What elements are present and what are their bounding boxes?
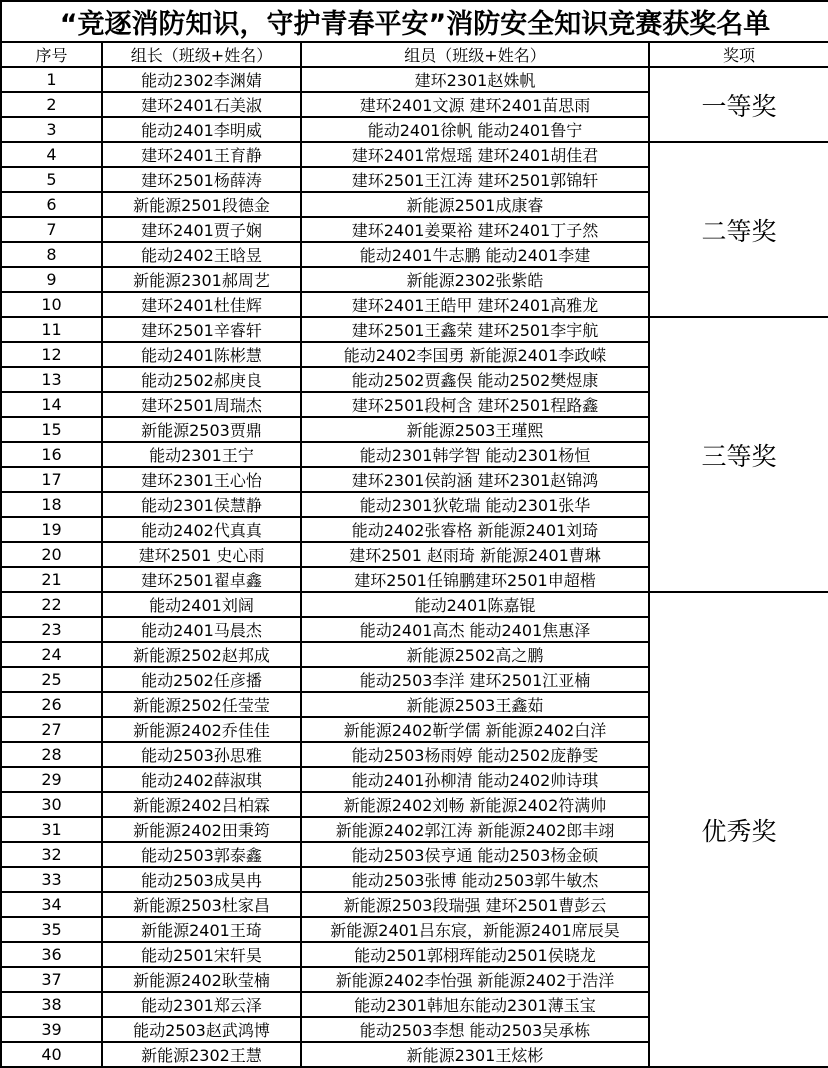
members-cell: 能动2401徐帆 能动2401鲁宁 — [301, 117, 649, 142]
members-cell: 能动2503李想 能动2503吴承栋 — [301, 1017, 649, 1042]
row-number-cell: 32 — [1, 842, 102, 867]
leader-cell: 能动2503成昊冉 — [102, 867, 301, 892]
row-number-cell: 38 — [1, 992, 102, 1017]
column-header-award: 奖项 — [649, 42, 828, 67]
row-number-cell: 31 — [1, 817, 102, 842]
leader-cell: 建环2501辛睿轩 — [102, 317, 301, 342]
table-row — [1, 67, 828, 92]
leader-cell: 建环2401石美淑 — [102, 92, 301, 117]
row-number-cell: 6 — [1, 192, 102, 217]
row-number-cell: 35 — [1, 917, 102, 942]
members-cell: 能动2402张睿格 新能源2401刘琦 — [301, 517, 649, 542]
leader-cell: 能动2401刘阔 — [102, 592, 301, 617]
members-cell: 能动2401陈嘉锟 — [301, 592, 649, 617]
header-row — [1, 42, 828, 67]
members-cell: 建环2301赵姝帆 — [301, 67, 649, 92]
row-number-cell: 24 — [1, 642, 102, 667]
members-cell: 新能源2401吕东宸，新能源2401席辰昊 — [301, 917, 649, 942]
leader-cell: 能动2401马晨杰 — [102, 617, 301, 642]
members-cell: 建环2501段柯含 建环2501程路鑫 — [301, 392, 649, 417]
members-cell: 新能源2301王炫彬 — [301, 1042, 649, 1067]
row-number-cell: 26 — [1, 692, 102, 717]
members-cell: 新能源2402郭江涛 新能源2402郎丰翊 — [301, 817, 649, 842]
row-number-cell: 22 — [1, 592, 102, 617]
row-number-cell: 30 — [1, 792, 102, 817]
leader-cell: 建环2301王心怡 — [102, 467, 301, 492]
members-cell: 建环2501任锦鹏建环2501申超楷 — [301, 567, 649, 592]
leader-cell: 建环2501翟卓鑫 — [102, 567, 301, 592]
members-cell: 能动2501郭栩珲能动2501侯晓龙 — [301, 942, 649, 967]
row-number-cell: 37 — [1, 967, 102, 992]
leader-cell: 新能源2401王琦 — [102, 917, 301, 942]
leader-cell: 新能源2402耿莹楠 — [102, 967, 301, 992]
row-number-cell: 40 — [1, 1042, 102, 1067]
members-cell: 能动2401牛志鹏 能动2401李建 — [301, 242, 649, 267]
members-cell: 建环2401姜粟裕 建环2401丁子然 — [301, 217, 649, 242]
members-cell: 新能源2503王鑫茹 — [301, 692, 649, 717]
table-row — [1, 142, 828, 167]
members-cell: 建环2501王鑫荣 建环2501李宇航 — [301, 317, 649, 342]
row-number-cell: 19 — [1, 517, 102, 542]
leader-cell: 能动2402薛淑琪 — [102, 767, 301, 792]
award-cell: 三等奖 — [649, 317, 828, 592]
members-cell: 建环2301侯韵涵 建环2301赵锦鸿 — [301, 467, 649, 492]
row-number-cell: 9 — [1, 267, 102, 292]
members-cell: 建环2401文源 建环2401苗思雨 — [301, 92, 649, 117]
leader-cell: 建环2501周瑞杰 — [102, 392, 301, 417]
members-cell: 能动2503侯亨通 能动2503杨金硕 — [301, 842, 649, 867]
leader-cell: 新能源2402田秉筠 — [102, 817, 301, 842]
members-cell: 新能源2402李怡强 新能源2402于浩洋 — [301, 967, 649, 992]
leader-cell: 能动2401陈彬慧 — [102, 342, 301, 367]
members-cell: 能动2503杨雨婷 能动2502庞静雯 — [301, 742, 649, 767]
leader-cell: 能动2502任彦播 — [102, 667, 301, 692]
column-header-no: 序号 — [1, 42, 102, 67]
row-number-cell: 4 — [1, 142, 102, 167]
row-number-cell: 15 — [1, 417, 102, 442]
leader-cell: 能动2402王晗昱 — [102, 242, 301, 267]
row-number-cell: 20 — [1, 542, 102, 567]
row-number-cell: 28 — [1, 742, 102, 767]
row-number-cell: 27 — [1, 717, 102, 742]
row-number-cell: 33 — [1, 867, 102, 892]
table-row — [1, 592, 828, 617]
leader-cell: 能动2501宋轩昊 — [102, 942, 301, 967]
members-cell: 新能源2501成康睿 — [301, 192, 649, 217]
row-number-cell: 18 — [1, 492, 102, 517]
row-number-cell: 36 — [1, 942, 102, 967]
row-number-cell: 3 — [1, 117, 102, 142]
row-number-cell: 16 — [1, 442, 102, 467]
row-number-cell: 29 — [1, 767, 102, 792]
leader-cell: 建环2501 史心雨 — [102, 542, 301, 567]
leader-cell: 能动2301郑云泽 — [102, 992, 301, 1017]
members-cell: 能动2503张博 能动2503郭牛敏杰 — [301, 867, 649, 892]
members-cell: 建环2401常煜瑶 建环2401胡佳君 — [301, 142, 649, 167]
members-cell: 能动2301狄乾瑞 能动2301张华 — [301, 492, 649, 517]
award-cell: 二等奖 — [649, 142, 828, 317]
leader-cell: 能动2302李渊婧 — [102, 67, 301, 92]
title-row — [1, 1, 828, 42]
row-number-cell: 25 — [1, 667, 102, 692]
leader-cell: 新能源2502任莹莹 — [102, 692, 301, 717]
row-number-cell: 17 — [1, 467, 102, 492]
members-cell: 能动2301韩学智 能动2301杨恒 — [301, 442, 649, 467]
row-number-cell: 5 — [1, 167, 102, 192]
row-number-cell: 12 — [1, 342, 102, 367]
members-cell: 能动2402李国勇 新能源2401李政嵘 — [301, 342, 649, 367]
row-number-cell: 8 — [1, 242, 102, 267]
award-cell: 一等奖 — [649, 67, 828, 142]
leader-cell: 能动2301侯慧静 — [102, 492, 301, 517]
leader-cell: 建环2501杨薛涛 — [102, 167, 301, 192]
leader-cell: 能动2401李明威 — [102, 117, 301, 142]
members-cell: 建环2501 赵雨琦 新能源2401曹琳 — [301, 542, 649, 567]
leader-cell: 新能源2402吕柏霖 — [102, 792, 301, 817]
page-title: “竞逐消防知识，守护青春平安”消防安全知识竞赛获奖名单 — [1, 1, 828, 42]
members-cell: 能动2301韩旭东能动2301薄玉宝 — [301, 992, 649, 1017]
leader-cell: 能动2301王宁 — [102, 442, 301, 467]
row-number-cell: 7 — [1, 217, 102, 242]
table-row — [1, 317, 828, 342]
leader-cell: 能动2503郭泰鑫 — [102, 842, 301, 867]
column-header-leader: 组长（班级+姓名） — [102, 42, 301, 67]
row-number-cell: 14 — [1, 392, 102, 417]
leader-cell: 建环2401王育静 — [102, 142, 301, 167]
column-header-members: 组员（班级+姓名） — [301, 42, 649, 67]
members-cell: 建环2401王皓甲 建环2401高雅龙 — [301, 292, 649, 317]
members-cell: 新能源2402刘畅 新能源2402符满帅 — [301, 792, 649, 817]
leader-cell: 新能源2302王慧 — [102, 1042, 301, 1067]
row-number-cell: 13 — [1, 367, 102, 392]
leader-cell: 新能源2503杜家昌 — [102, 892, 301, 917]
leader-cell: 新能源2501段德金 — [102, 192, 301, 217]
leader-cell: 建环2401贾子娴 — [102, 217, 301, 242]
leader-cell: 能动2503赵武鸿博 — [102, 1017, 301, 1042]
members-cell: 新能源2502高之鹏 — [301, 642, 649, 667]
leader-cell: 能动2402代真真 — [102, 517, 301, 542]
members-cell: 能动2502贾鑫俣 能动2502樊煜康 — [301, 367, 649, 392]
row-number-cell: 23 — [1, 617, 102, 642]
leader-cell: 能动2503孙思雅 — [102, 742, 301, 767]
leader-cell: 新能源2502赵邦成 — [102, 642, 301, 667]
row-number-cell: 39 — [1, 1017, 102, 1042]
row-number-cell: 1 — [1, 67, 102, 92]
row-number-cell: 10 — [1, 292, 102, 317]
members-cell: 新能源2302张紫皓 — [301, 267, 649, 292]
members-cell: 能动2401孙柳清 能动2402帅诗琪 — [301, 767, 649, 792]
award-cell: 优秀奖 — [649, 592, 828, 1067]
members-cell: 新能源2503段瑞强 建环2501曹彭云 — [301, 892, 649, 917]
members-cell: 新能源2503王瑾熙 — [301, 417, 649, 442]
leader-cell: 新能源2402乔佳佳 — [102, 717, 301, 742]
row-number-cell: 2 — [1, 92, 102, 117]
leader-cell: 能动2502郝庚良 — [102, 367, 301, 392]
members-cell: 能动2503李洋 建环2501江亚楠 — [301, 667, 649, 692]
row-number-cell: 11 — [1, 317, 102, 342]
leader-cell: 新能源2503贾鼎 — [102, 417, 301, 442]
row-number-cell: 21 — [1, 567, 102, 592]
leader-cell: 新能源2301郝周艺 — [102, 267, 301, 292]
leader-cell: 建环2401杜佳辉 — [102, 292, 301, 317]
members-cell: 新能源2402靳学儒 新能源2402白洋 — [301, 717, 649, 742]
row-number-cell: 34 — [1, 892, 102, 917]
members-cell: 能动2401高杰 能动2401焦惠泽 — [301, 617, 649, 642]
members-cell: 建环2501王江涛 建环2501郭锦轩 — [301, 167, 649, 192]
